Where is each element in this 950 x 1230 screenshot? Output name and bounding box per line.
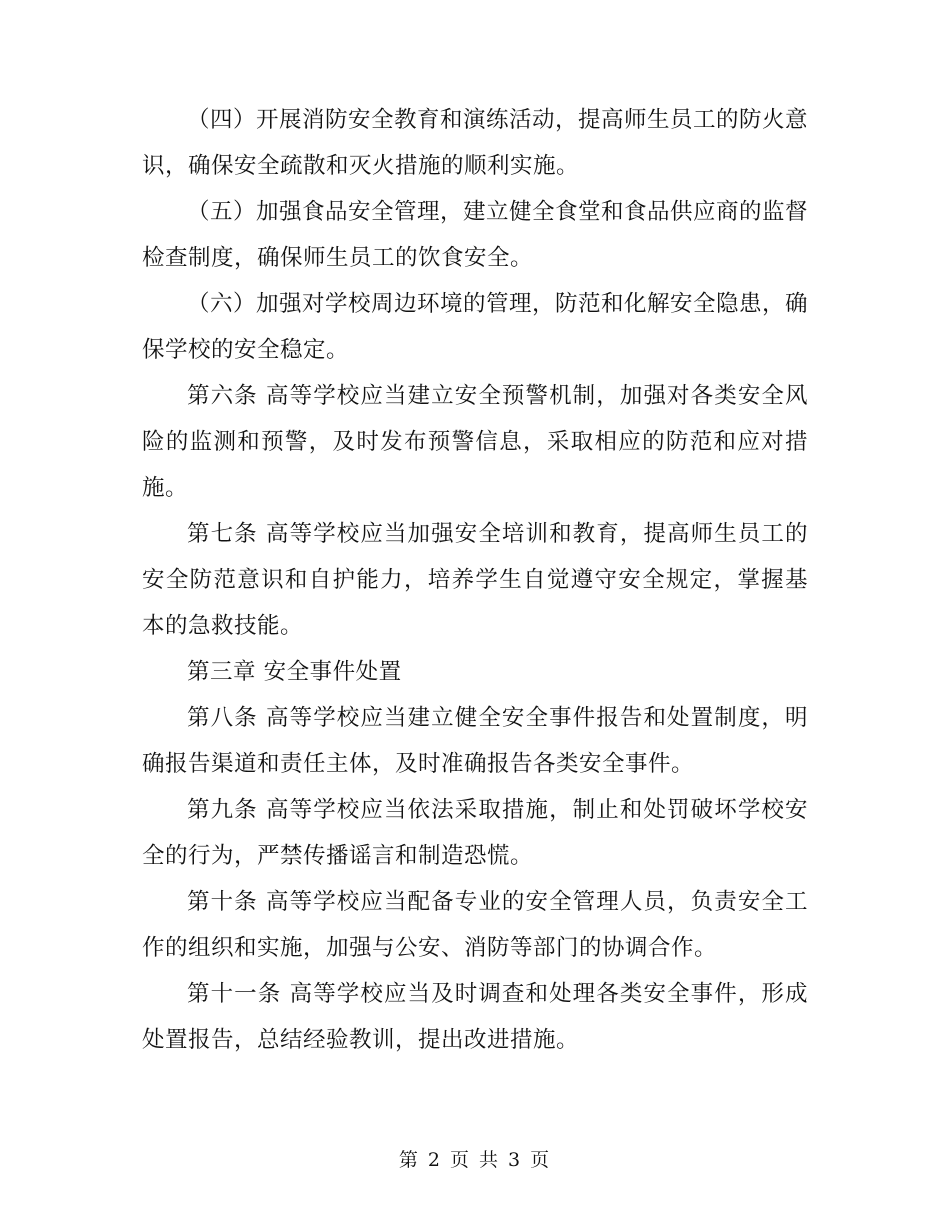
paragraph-article-8: 第八条 高等学校应当建立健全安全事件报告和处置制度，明确报告渠道和责任主体，及时准确报告各类安全事件。 <box>142 705 808 777</box>
page-number-footer: 第 2 页 共 3 页 <box>398 1149 552 1171</box>
paragraph-article-7: 第七条 高等学校应当加强安全培训和教育，提高师生员工的安全防范意识和自护能力，培养学生自觉遵守安全规定，掌握基本的急救技能。 <box>142 521 808 639</box>
paragraph-food-safety: （五）加强食品安全管理，建立健全食堂和食品供应商的监督检查制度，确保师生员工的饮食安全。 <box>142 199 809 271</box>
chapter-heading-3: 第三章 安全事件处置 <box>187 659 402 685</box>
paragraph-environment: （六）加强对学校周边环境的管理，防范和化解安全隐患，确保学校的安全稳定。 <box>142 291 809 363</box>
document-body <box>142 97 808 1063</box>
paragraph-fire-safety: （四）开展消防安全教育和演练活动，提高师生员工的防火意识，确保安全疏散和灭火措施的顺利实施。 <box>142 107 809 179</box>
paragraph-article-10: 第十条 高等学校应当配备专业的安全管理人员，负责安全工作的组织和实施，加强与公安、消防等部门的协调合作。 <box>142 889 808 961</box>
paragraph-article-6: 第六条 高等学校应当建立安全预警机制，加强对各类安全风险的监测和预警，及时发布预警信息，采取相应的防范和应对措施。 <box>142 383 808 501</box>
paragraph-article-9: 第九条 高等学校应当依法采取措施，制止和处罚破坏学校安全的行为，严禁传播谣言和制造恐慌。 <box>142 797 808 869</box>
paragraph-article-11: 第十一条 高等学校应当及时调查和处理各类安全事件，形成处置报告，总结经验教训，提出改进措施。 <box>142 981 808 1053</box>
